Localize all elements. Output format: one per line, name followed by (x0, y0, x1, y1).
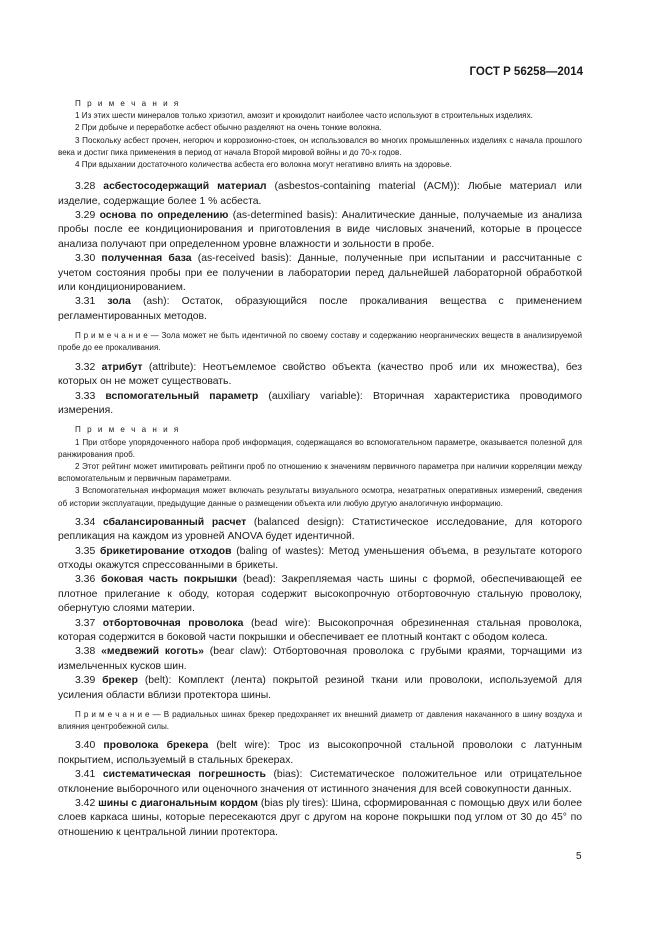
page-number: 5 (576, 851, 582, 862)
note-item: 1 Из этих шести минералов только хризотил, амозит и крокидолит наиболее часто используют в строительных изделиях. (75, 111, 533, 121)
notes-block-1 (58, 98, 582, 171)
term-entry (58, 295, 582, 324)
term-number: 3.35 (75, 545, 96, 557)
term-definition: (bead): Закрепляемая часть шины с формой, обеспечивающей ее плотное прилегание к ободу, которая содержит высокопрочную отбортовочную стальную проволоку, обернутую слоями материи. (58, 574, 583, 615)
note-item: 2 Этот рейтинг может имитировать рейтинги проб по отношению к значениям первичного параметра при наличии корреляции между вспомогательным и первичным параметрами. (58, 461, 582, 484)
notes-title: П р и м е ч а н и я (75, 425, 181, 435)
term-entry (58, 361, 582, 390)
note-belt (58, 709, 582, 733)
term-number: 3.32 (75, 361, 96, 373)
note-text: П р и м е ч а н и е — Зола может не быть идентичной по своему составу и содержанию неорганических веществ в анализируемой пробе до ее прокаливания. (58, 331, 582, 353)
term-entry (58, 545, 582, 574)
term-entry (58, 674, 582, 703)
notes-title: П р и м е ч а н и я (75, 99, 181, 108)
term-name: проволока брекера (103, 740, 209, 752)
term-name: вспомогательный параметр (105, 390, 259, 402)
term-name: сбалансированный расчет (102, 516, 247, 528)
term-name: боковая часть покрышки (100, 574, 238, 586)
term-entry (58, 645, 582, 674)
term-definition: (as-received basis): Данные, полученные при испытании и рассчитанные с учетом состояния пробы при ее получении в лаборатории перед дальнейшей лабораторной обработкой или кондиционированием. (58, 253, 582, 294)
term-number: 3.28 (75, 181, 96, 193)
term-definition: (asbestos-containing material (ACM)): Любые материал или изделие, содержащие более 1 % асбеста. (58, 181, 582, 207)
term-entry (58, 252, 582, 295)
note-item: 1 При отборе упорядоченного набора проб информация, содержащаяся во вспомогательном параметре, оказывается полезной для ранжирования проб. (58, 437, 582, 459)
term-number: 3.37 (75, 617, 96, 629)
term-entry (58, 180, 582, 209)
term-number: 3.41 (75, 769, 96, 781)
term-number: 3.40 (75, 740, 96, 752)
term-entry (58, 209, 582, 252)
note-item: 3 Вспомогательная информация может включать результаты визуального осмотра, незатратных оперативных измерений, сведения об истории эксплуатации, предыдущие данные о размещении объекта или любую другую аналогичную информацию. (58, 486, 582, 508)
note-item: 4 При вдыхании достаточного количества асбеста его волокна могут негативно влиять на здоровье. (75, 160, 452, 170)
term-number: 3.30 (75, 253, 96, 265)
term-number: 3.36 (75, 574, 96, 586)
term-entry (58, 516, 582, 545)
term-entry (58, 573, 582, 616)
term-entry (58, 797, 582, 840)
notes-block-2 (58, 424, 582, 509)
term-definition: (baling of wastes): Метод уменьшения объема, в результате которого отходы окажутся спрессованными в брикеты. (58, 545, 582, 571)
term-definition: (balanced design): Статистическое исследование, для которого репликация на каждом из уровней ANOVA будет идентичной. (58, 516, 582, 543)
term-definition: (bead wire): Высокопрочная обрезиненная стальная проволока, которая содержится в боковой части покрышки и обеспечивает ее плотный контакт с ободом колеса. (58, 617, 582, 643)
term-definition: (as-determined basis): Аналитические данные, получаемые из анализа пробы после ее кондиционирования и приготовления в виде числовых значений, которые в процессе анализа получают при определенном уровне влажности и зольности в пробе. (58, 210, 582, 250)
term-definition: (belt wire): Трос из высокопрочной стальной проволоки с латунным покрытием, используемый в стальных брекерах. (58, 740, 583, 766)
term-name: основа по определению (99, 210, 229, 222)
term-name: зола (107, 296, 131, 308)
page-body (58, 98, 582, 840)
note-item: 3 Поскольку асбест прочен, негорюч и коррозионно-стоек, он использовался во многих промышленных изделиях с начала прошлого века и достиг пика применения в период от начала Второй мировой войны и до 70-х годов. (58, 135, 582, 157)
term-definition: (auxiliary variable): Вторичная характеристика проводимого измерения. (58, 390, 583, 416)
term-name: асбестосодержащий материал (103, 181, 267, 193)
term-name: брикетирование отходов (99, 545, 232, 557)
term-definition: (bias): Систематическое положительное или отрицательное отклонение выборочного или оценочного значения от истинного значения для всей совокупности данных. (58, 769, 582, 795)
term-number: 3.31 (75, 296, 96, 308)
term-name: полученная база (101, 253, 192, 265)
term-number: 3.38 (75, 646, 96, 658)
term-name: шины с диагональным кордом (98, 798, 258, 810)
term-number: 3.29 (75, 210, 96, 222)
document-code: ГОСТ Р 56258—2014 (469, 66, 583, 78)
term-entry (58, 390, 582, 419)
term-entry (58, 739, 582, 768)
note-text: П р и м е ч а н и е — В радиальных шинах брекер предохраняет их внешний диаметр от давления накачанного в шину воздуха и влияния центробежной силы. (58, 710, 582, 732)
term-definition: (belt): Комплект (лента) покрытой резиной ткани или проволоки, используемой для усиления области вблизи протектора шины. (58, 675, 582, 701)
note-ash (58, 330, 582, 354)
term-name: систематическая погрешность (102, 769, 266, 781)
term-entry (58, 617, 582, 646)
term-number: 3.42 (75, 798, 96, 810)
term-name: атрибут (101, 361, 143, 373)
term-definition: (attribute): Неотъемлемое свойство объекта (качество проб или их множества), без которых он не может существовать. (58, 361, 582, 388)
term-number: 3.39 (75, 675, 96, 687)
term-entry (58, 768, 582, 797)
term-definition: (bias ply tires): Шина, сформированная с помощью двух или более слоев каркаса шины, которые пересекаются друг с другом на короне покрышки под углом от 30 до 45° по отношению к центральной линии протектора. (58, 798, 583, 838)
term-name: отбортовочная проволока (102, 617, 244, 629)
term-number: 3.34 (75, 516, 96, 528)
term-number: 3.33 (75, 390, 96, 402)
term-definition: (bear claw): Отбортовочная проволока с грубыми краями, торчащими из измельченных кусков шин. (58, 646, 583, 672)
term-name: «медвежий коготь» (101, 646, 204, 658)
note-item: 2 При добыче и переработке асбест обычно разделяют на очень тонкие волокна. (75, 123, 382, 133)
term-name: брекер (102, 675, 138, 687)
term-definition: (ash): Остаток, образующийся после прокаливания вещества с применением регламентированных методов. (58, 296, 583, 322)
